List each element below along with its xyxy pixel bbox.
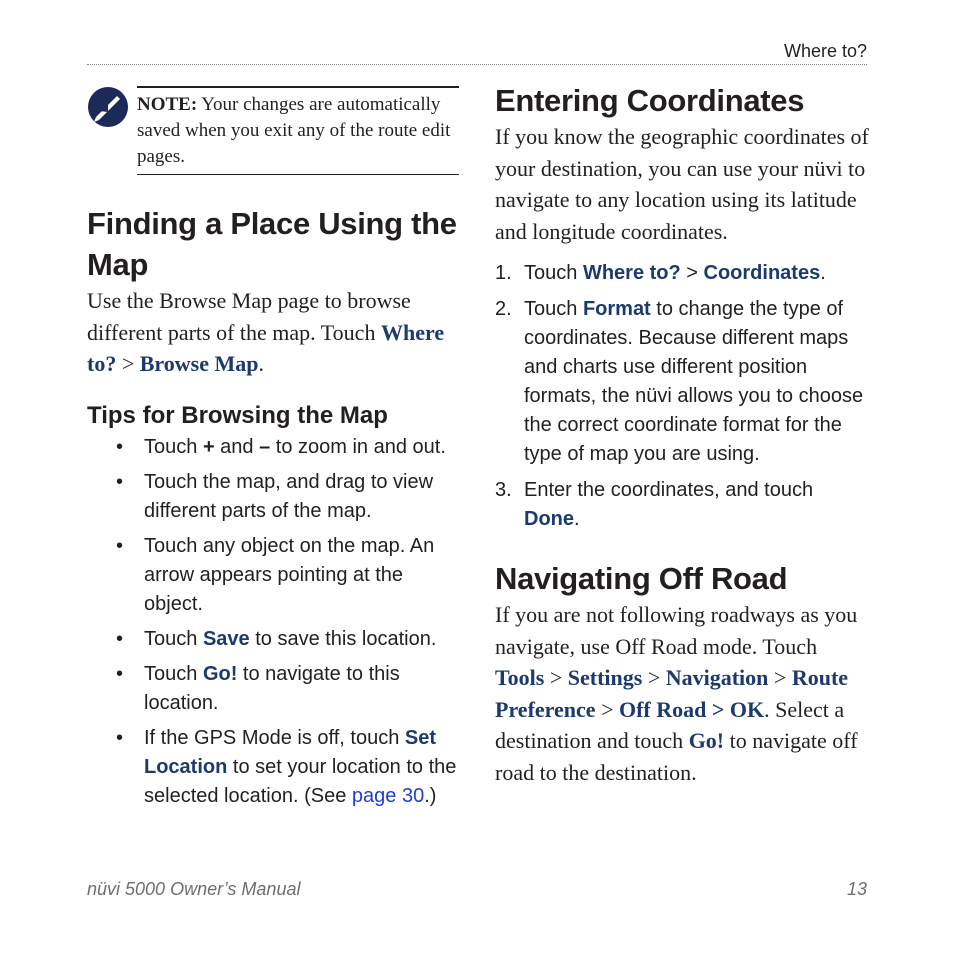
- finding-intro: Use the Browse Map page to browse different parts of the map. Touch Where to? > Browse Map.: [87, 288, 445, 376]
- list-item: • Touch + and – to zoom in and out.: [116, 436, 446, 458]
- save-term: Save: [202, 628, 250, 650]
- pencil-note-icon: [87, 86, 129, 128]
- offroad-title: Navigating Off Road: [495, 561, 788, 596]
- offroad-paragraph: If you are not following roadways as you navigate, use Off Road mode. Touch Tools > Settings > Navigation > Route Preference > Off Road > OK. Select a destination and touch Go! to navigate off road to the destination.: [495, 602, 858, 785]
- list-item: • Touch the map, and drag to view different parts of the map.: [116, 471, 434, 522]
- coords-intro: If you know the geographic coordinates of your destination, you can use your nüvi to navigate to any location using its latitude and longitude coordinates.: [495, 124, 869, 244]
- footer-manual-title: nüvi 5000 Owner’s Manual: [87, 879, 301, 899]
- coords-title: Entering Coordinates: [495, 83, 805, 118]
- set-location-term: Set Location: [144, 727, 437, 778]
- list-item: 3. Enter the coordinates, and touch Done.: [495, 479, 814, 530]
- page-number: 13: [846, 879, 867, 899]
- list-item: • Touch Save to save this location.: [116, 628, 437, 650]
- browse-map-link: Browse Map: [139, 351, 259, 376]
- note-text: NOTE: Your changes are automatically saved when you exit any of the route edit pages.: [137, 94, 451, 167]
- tips-section: [87, 401, 467, 817]
- finding-section: [87, 203, 462, 380]
- note-box: [137, 86, 459, 175]
- tips-list: [87, 433, 467, 811]
- list-item: 2. Touch Format to change the type of coordinates. Because different maps and charts use different position formats, the nüvi allows you to choose the correct coordinate format for the type of map you are using.: [495, 298, 864, 465]
- where-to-link: Where to?: [87, 319, 445, 376]
- coords-steps: [495, 259, 870, 534]
- go-term: Go!: [202, 663, 238, 685]
- tips-title: Tips for Browsing the Map: [87, 402, 388, 429]
- running-header: Where to?: [783, 41, 867, 61]
- page-30-link[interactable]: page 30: [351, 785, 425, 807]
- offroad-section: [495, 558, 870, 788]
- list-item: • Touch any object on the map. An arrow appears pointing at the object.: [116, 535, 435, 615]
- list-item: • If the GPS Mode is off, touch Set Location to set your location to the selected location. (See page 30.): [116, 727, 457, 807]
- header-divider: [87, 64, 867, 65]
- finding-title: Finding a Place Using the Map: [87, 206, 457, 282]
- list-item: • Touch Go! to navigate to this location.: [116, 663, 400, 714]
- list-item: 1. Touch Where to? > Coordinates.: [495, 262, 826, 284]
- note-label: NOTE:: [137, 94, 198, 115]
- coords-section: [495, 80, 870, 541]
